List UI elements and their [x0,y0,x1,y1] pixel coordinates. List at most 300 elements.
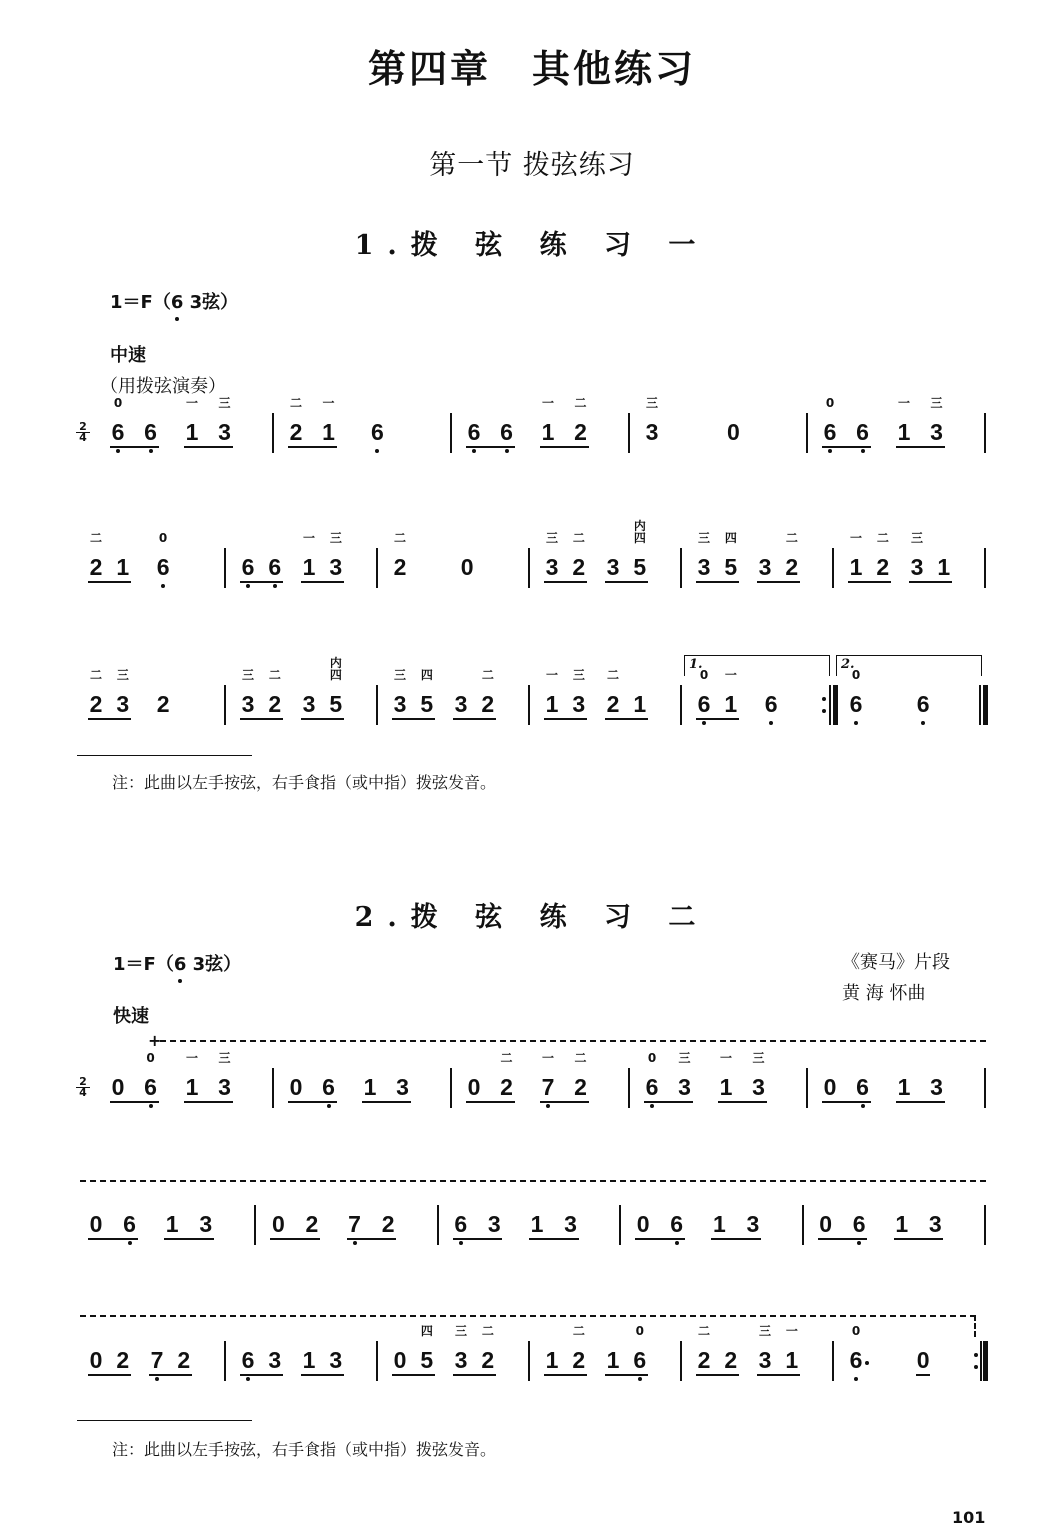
key-prefix: 1＝F（ [110,292,171,313]
beam [909,581,952,583]
low-octave-dot [828,449,832,453]
beam [822,446,871,448]
beam [544,718,587,720]
measure [276,395,454,465]
beam [184,446,233,448]
note-digit: 6 [849,691,863,717]
note-digit: 3 [606,554,620,580]
note-digit: 2 [393,554,407,580]
beam [544,1374,587,1376]
note-digit: 0 [111,1074,125,1100]
measure [806,1187,988,1257]
time-signature [76,422,90,443]
measure [454,395,632,465]
beam [240,581,283,583]
dashed-technique-line [160,1040,986,1042]
note-digit: 1 [606,1347,620,1373]
measure [258,1187,440,1257]
beam [540,1101,589,1103]
note-digit: 2 [305,1211,319,1237]
measure [632,395,810,465]
note-digit: 1 [302,1347,316,1373]
measure [228,656,380,737]
fingering-mark: 二 [574,396,587,410]
low-octave-dot [638,1377,642,1381]
note-digit: 5 [633,554,647,580]
note-digit: 2 [574,419,587,445]
footnote-rule [77,755,252,756]
note-digit: 2 [116,1347,130,1373]
note-digit: 0 [393,1347,407,1373]
fingering-mark: 二 [697,1324,710,1338]
volta-bracket [684,655,830,676]
barline [832,548,834,588]
note-digit: 1 [633,691,647,717]
piece-1-tempo: 中速 [110,345,146,366]
measure [228,530,380,600]
barline [528,685,530,725]
beam [466,446,515,448]
beam [184,1101,233,1103]
beam [896,1101,945,1103]
note-digit: 6 [633,1347,647,1373]
measure [454,1050,632,1120]
fingering-mark: 二 [500,1051,513,1065]
note-digit: 6 [467,419,481,445]
note-digit: 6 [454,1211,468,1237]
beam [88,1238,138,1240]
measure [228,1323,380,1393]
barline [680,1341,682,1381]
measure [76,530,228,600]
key-low-note: 6 [170,292,184,313]
note-digit: 2 [177,1347,191,1373]
low-octave-dot [246,1377,250,1381]
low-octave-dot [353,1241,357,1245]
fingering-mark: 0 [635,1324,644,1338]
fingering-mark: 二 [481,668,494,682]
note-digit: 0 [289,1074,303,1100]
note-digit: 3 [241,691,255,717]
note-digit: 2 [156,691,170,717]
low-octave-dot [675,1241,679,1245]
score-row [76,1050,988,1120]
measure [623,1187,805,1257]
beam [288,446,337,448]
note-digit: 6 [241,554,255,580]
note-digit: 3 [697,554,711,580]
note-digit: 6 [156,554,170,580]
piece-2-source [842,947,950,1009]
volta-bracket [836,655,982,676]
note-digit: 6 [268,554,282,580]
barline [680,685,682,725]
note-digit: 2 [574,1074,587,1100]
beam [822,1101,871,1103]
measure [441,1187,623,1257]
time-sig-top: 2 [76,422,90,433]
beam [88,1374,131,1376]
note-digit: 1 [897,1074,911,1100]
note-digit: 1 [185,1074,199,1100]
page-number: 101 [952,1508,986,1527]
beam [110,446,159,448]
fingering-mark: 一 [541,1051,554,1065]
string-mark-inner: 内 [329,656,342,670]
beam [453,1238,503,1240]
note-digit: 3 [910,554,924,580]
note-digit: 0 [726,419,740,445]
fingering-mark: 一 [897,396,910,410]
low-octave-dot [857,1241,861,1245]
beam [605,718,648,720]
beam [270,1238,320,1240]
note-digit: 6 [144,419,157,445]
measure [380,530,532,600]
barline [984,413,986,453]
fingering-mark: 三 [454,1324,467,1338]
fingering-mark: 一 [724,668,737,682]
measure [810,1050,988,1120]
note-digit: 3 [329,554,343,580]
barline [806,413,808,453]
beam [757,1374,800,1376]
fingering-mark: 0 [699,668,709,682]
note-digit: 3 [930,419,943,445]
note-digit: 6 [241,1347,255,1373]
fingering-mark: 三 [678,1051,691,1065]
score-row [76,656,988,737]
piece-2-title: 2.拨 弦 练 习 二 [354,902,710,933]
low-octave-dot [246,584,250,588]
note-digit: 2 [606,691,620,717]
note-digit: 6 [852,1211,866,1237]
dashed-technique-line [80,1315,976,1317]
beam [240,718,283,720]
note-digit: 0 [467,1074,481,1100]
barline [450,1068,452,1108]
note-digit: 2 [481,691,495,717]
note-digit: 6 [645,1074,659,1100]
measure [836,530,988,600]
barline [802,1205,804,1245]
note-digit: 3 [396,1074,409,1100]
note-digit: 1 [937,554,951,580]
barline [979,685,981,725]
beam [635,1238,685,1240]
fingering-mark: 0 [146,1051,155,1065]
note-digit: 3 [752,1074,765,1100]
note-digit: 6 [500,419,513,445]
beam [88,718,131,720]
note-digit: 7 [348,1211,361,1237]
note-digit: 3 [545,554,559,580]
fingering-mark: 0 [851,668,861,682]
fingering-mark: 三 [930,396,943,410]
fingering-mark: 三 [218,1051,231,1065]
barline [272,413,274,453]
measure [532,519,684,600]
piece-2-tempo: 快速 [113,1006,149,1027]
note-digit: 1 [849,554,863,580]
note-digit: 3 [758,1347,772,1373]
barline [376,685,378,725]
barline [437,1205,439,1245]
note-digit: 1 [302,554,316,580]
fingering-mark: 三 [393,668,406,682]
note-digit: 2 [572,554,586,580]
fingering-mark: 二 [785,531,798,545]
score-row [76,1187,988,1257]
note-digit: 5 [420,691,434,717]
fingering-mark: 三 [752,1051,765,1065]
note-digit: 0 [271,1211,285,1237]
piece-1-footnote: 注：此曲以左手按弦，右手食指（或中指）拨弦发音。 [112,773,497,792]
measure [836,657,988,737]
barline [272,1068,274,1108]
note-digit: 2 [381,1211,395,1237]
note-digit: 1 [724,691,738,717]
chapter-title: 第四章 其他练习 [367,47,696,91]
dash-start-mark: + [148,1031,162,1050]
beam [453,1374,496,1376]
fingering-mark: 一 [849,531,862,545]
note-digit: 3 [930,1074,943,1100]
beam [529,1238,579,1240]
note-digit: 3 [199,1211,213,1237]
low-octave-dot [546,1104,550,1108]
measure [810,395,988,465]
fingering-mark: 一 [302,531,315,545]
fingering-mark: 二 [574,1051,587,1065]
fingering-mark: 三 [218,396,231,410]
note-digit: 6 [670,1211,684,1237]
note-digit: 5 [724,554,738,580]
fingering-mark: 二 [393,531,406,545]
low-octave-dot [854,1377,858,1381]
piece-2-footnote: 注：此曲以左手按弦，右手食指（或中指）拨弦发音。 [112,1440,497,1459]
note-digit: 3 [746,1211,760,1237]
score-row [76,519,988,600]
note-digit: 3 [218,1074,231,1100]
beam [301,581,344,583]
piece-2-key-signature [113,950,241,976]
note-digit: 7 [541,1074,555,1100]
fingering-mark: 三 [572,668,585,682]
barline [254,1205,256,1245]
fingering-mark: 三 [545,531,558,545]
barline [680,548,682,588]
beam [757,581,800,583]
augmentation-dot [865,1361,869,1365]
fingering-mark: 二 [481,1324,494,1338]
time-sig-bottom: 4 [79,1086,87,1099]
fingering-mark: 二 [268,668,281,682]
fingering-mark: 二 [876,531,889,545]
barline [450,413,452,453]
low-octave-dot [116,449,120,453]
note-digit: 1 [530,1211,544,1237]
barline [984,1068,986,1108]
beam [240,1374,283,1376]
note-digit: 3 [564,1211,577,1237]
low-octave-dot [459,1241,463,1245]
note-digit: 3 [454,691,468,717]
note-digit: 2 [89,554,103,580]
note-digit: 2 [268,691,282,717]
beam [711,1238,761,1240]
note-digit: 2 [785,554,799,580]
note-digit: 1 [363,1074,377,1100]
source-composer: 黄 海 怀曲 [842,983,926,1004]
note-digit: 3 [572,691,586,717]
note-digit: 0 [460,554,474,580]
repeat-dots [974,1353,978,1373]
fingering-mark: 三 [329,531,342,545]
barline [528,1341,530,1381]
note-digit: 6 [856,1074,869,1100]
fingering-mark: 三 [697,531,710,545]
fingering-mark: 二 [606,668,619,682]
fingering-mark: 三 [241,668,254,682]
barline [984,548,986,588]
note-digit: 6 [856,419,869,445]
beam [301,1374,344,1376]
note-digit: 0 [823,1074,837,1100]
measure [684,530,836,600]
fingering-mark: 0 [647,1051,657,1065]
low-octave-dot [149,449,153,453]
note-digit: 2 [481,1347,495,1373]
fingering-mark: 四 [420,668,433,682]
fingering-mark: 0 [851,1324,861,1338]
beam [818,1238,868,1240]
note-digit: 1 [165,1211,179,1237]
note-digit: 2 [572,1347,586,1373]
fingering-mark: 三 [758,1324,771,1338]
string-mark-inner: 内 [633,519,646,533]
volta-label: 1. [689,657,703,672]
fingering-mark: 二 [89,668,102,682]
fingering-mark: 0 [825,396,835,410]
barline [528,548,530,588]
fingering-mark: 0 [158,531,168,545]
low-octave-dot [921,721,925,725]
note-digit: 3 [116,691,130,717]
note-digit: 3 [758,554,772,580]
note-digit: 1 [719,1074,733,1100]
key-string: 3弦） [186,954,242,975]
note-digit: 3 [928,1211,942,1237]
fingering-mark: 四 [420,1324,433,1338]
low-octave-dot [650,1104,654,1108]
low-octave-dot [273,584,277,588]
fingering-mark: 二 [572,1324,585,1338]
time-sig-top: 2 [76,1077,90,1088]
barline [376,1341,378,1381]
fingering-mark: 二 [572,531,585,545]
measure [98,1050,276,1120]
score-row [76,395,988,465]
note-digit: 5 [420,1347,434,1373]
note-digit: 3 [678,1074,691,1100]
beam [848,581,891,583]
barline [832,1341,834,1381]
dashed-technique-line [80,1180,986,1182]
measure [532,667,684,737]
low-octave-dot [472,449,476,453]
note-digit: 2 [697,1347,711,1373]
note-digit: 3 [393,691,407,717]
note-digit: 1 [322,419,335,445]
note-digit: 1 [116,554,130,580]
barline [628,1068,630,1108]
note-digit: 1 [545,691,559,717]
note-digit: 3 [487,1211,501,1237]
fingering-mark: 一 [185,1051,198,1065]
final-barline [983,685,988,725]
beam [696,1374,739,1376]
note-digit: 0 [89,1211,103,1237]
time-signature [76,1077,90,1098]
beam [894,1238,944,1240]
note-digit: 2 [289,419,303,445]
low-octave-dot [861,1104,865,1108]
beam [605,1374,648,1376]
barline [829,685,831,725]
repeat-dots [822,697,826,717]
measure [98,395,276,465]
beam [644,1101,693,1103]
note-digit: 6 [764,691,778,717]
key-string: 3弦） [183,292,239,313]
measure [76,667,228,737]
barline [224,548,226,588]
beam [540,446,589,448]
fingering-mark: 一 [785,1324,798,1338]
beam [718,1101,767,1103]
beam [362,1101,411,1103]
note-digit: 2 [876,554,890,580]
note-digit: 0 [636,1211,650,1237]
note-digit: 3 [302,691,316,717]
note-digit: 2 [724,1347,738,1373]
fingering-mark: 一 [185,396,198,410]
beam [301,718,344,720]
low-octave-dot [161,584,165,588]
beam [605,581,648,583]
beam [392,1374,435,1376]
note-digit: 6 [123,1211,136,1237]
measure [684,657,836,737]
fingering-mark: 三 [910,531,923,545]
footnote-rule [77,1420,252,1421]
note-digit: 3 [645,419,659,445]
note-digit: 6 [370,419,384,445]
fingering-mark: 三 [116,668,129,682]
measure [76,1187,258,1257]
note-digit: 1 [541,419,555,445]
note-digit: 3 [218,419,231,445]
measure [684,1323,836,1393]
note-digit: 6 [111,419,125,445]
measure [532,1323,684,1393]
low-octave-dot [769,721,773,725]
piece-1-title: 1.拨 弦 练 习 一 [354,230,710,261]
fingering-mark: 一 [719,1051,732,1065]
note-digit: 3 [454,1347,468,1373]
beam [896,446,945,448]
